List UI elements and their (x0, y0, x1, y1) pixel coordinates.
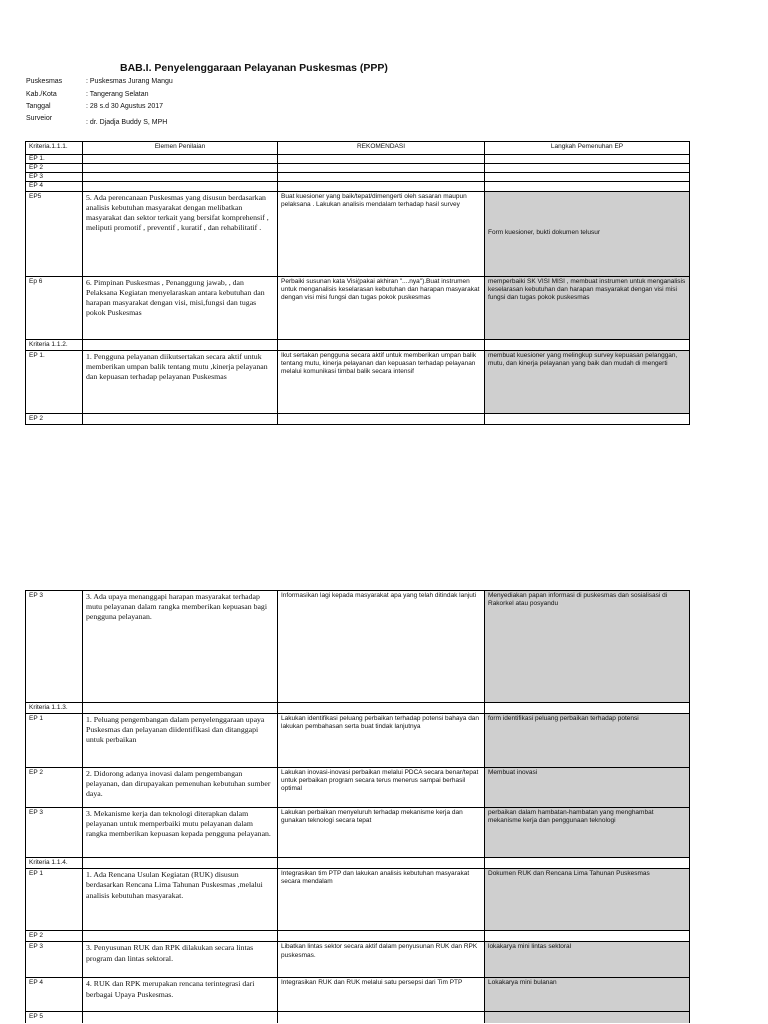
table-row: EP 1 1. Peluang pengembangan dalam penyelenggaraan upaya Puskesmas dan pelayanan diidentifikasi dan ditanggapi untuk perbaikan Lakukan identifikasi peluang perbaikan terhadap potensi bahaya dan lakukan pembahasan serta buat tindak lanjutnya form identifikasi peluang perbaikan terhadap potensi (26, 714, 690, 768)
meta-puskesmas: Puskesmas : Puskesmas Jurang Mangu (26, 78, 173, 85)
meta-surveior: Surveior: dr. Djadja Buddy S, MPH (26, 115, 168, 126)
table-row: EP 3 3. Mekanisme kerja dan teknologi diterapkan dalam pelayanan untuk memperbaiki mutu pelayanan dalam rangka memberikan kepuasan kepada pengguna pelayanan. Lakukan perbaikan menyeluruh terhadap mekanisme kerja dan gunakan teknologi secara tepat perbaikan dalam hambatan-hambatan yang menghambat mekanisme kerja dan penggunaan teknologi (26, 808, 690, 858)
header-kriteria: Kriteria.1.1.1. (26, 142, 83, 155)
table-row: EP 2 (26, 413, 690, 424)
table-row: EP 5 (26, 1012, 690, 1023)
meta-tanggal: Tanggal : 28 s.d 30 Agustus 2017 (26, 103, 164, 110)
assessment-table-part-1 (25, 141, 690, 425)
table-row: Kriteria 1.1.4. (26, 858, 690, 869)
table-row: Kriteria 1.1.2. (26, 339, 690, 350)
page-title: BAB.I. Penyelenggaraan Pelayanan Puskesmas (PPP) (120, 62, 388, 74)
header-rekomendasi: REKOMENDASI (278, 142, 485, 155)
table-row: EP5 5. Ada perencanaan Puskesmas yang disusun berdasarkan analisis kebutuhan masyarakat dengan melibatkan masyarakat dan sektor terkait yang bersifat komprehensif , meliputi promotif , preventif , kuratif , dan rehabilitatif . Buat kuesioner yang baik/tepat/dimengerti oleh sasaran maupun pelaksana . Lakukan analisis mendalam terhadap hasil survey Form kuesioner, bukti dokumen telusur (26, 191, 690, 276)
table-row: EP 1. (26, 155, 690, 164)
table-row: EP 3 3. Penyusunan RUK dan RPK dilakukan secara lintas program dan lintas sektoral. Libatkan lintas sektor secara aktif dalam penyusunan RUK dan RPK puskesmas. lokakarya mini lintas sektoral (26, 942, 690, 978)
table-header-row (26, 142, 690, 155)
table-row: EP 1. 1. Pengguna pelayanan diikutsertakan secara aktif untuk memberikan umpan balik tentang mutu ,kinerja pelayanan dan kepuasan terhadap pelayanan Puskesmas Ikut sertakan pengguna secara aktif untuk memberikan umpan balik tentang mutu, kinerja pelayanan dan kepuasan terhadap pelayanan melalui komunikasi timbal balik secara intensif membuat kuesioner yang melingkup survey kepuasan pelanggan, mutu, dan kinerja pelayanan yang baik dan mudah di mengerti (26, 350, 690, 413)
table-row: EP 4 (26, 182, 690, 191)
header-langkah: Langkah Pemenuhan EP (485, 142, 690, 155)
table-row: EP 2 2. Didorong adanya inovasi dalam pengembangan pelayanan, dan dirupayakan pemenuhan kebutuhan sumber daya. Lakukan inovasi-inovasi perbaikan melalui PDCA secara benar/tepat untuk perbaikan program secara terus menerus sampai berhasil optimal Membuat inovasi (26, 768, 690, 808)
table-row: EP 4 4. RUK dan RPK merupakan rencana terintegrasi dari berbagai Upaya Puskesmas. Integrasikan RUK dan RUK melalui satu persepsi dari Tim PTP Lokakarya mini bulanan (26, 978, 690, 1012)
table-row: EP 2 (26, 931, 690, 942)
table-row: EP 2 (26, 164, 690, 173)
meta-kabkota: Kab./Kota : Tangerang Selatan (26, 91, 149, 98)
table-row: Ep 6 6. Pimpinan Puskesmas , Penanggung jawab, , dan Pelaksana Kegiatan menyelaraskan antara kebutuhan dan harapan masyarakat dengan visi, misi,fungsi dan tugas pokok Puskesmas Perbaiki susunan kata Visi(pakai akhiran "....nya").Buat instrumen untuk menganalisis keselarasan kebutuhan dan harapan masyarakat dengan visi misi fungsi dan tugas pokok puskesmas memperbaiki SK VISI MISI , membuat instrumen untuk menganalisis keselarasan kebutuhan dan harapan masyarakat dengan visi misi fungsi dan tugas pokok puskesmas (26, 276, 690, 339)
table-row: EP 3 3. Ada upaya menanggapi harapan masyarakat terhadap mutu pelayanan dalam rangka memberikan kepuasan bagi pengguna pelayanan. Informasikan lagi kepada masyarakat apa yang telah ditindak lanjuti Menyediakan papan informasi di puskesmas dan sosialisasi di Rakorkel atau posyandu (26, 591, 690, 703)
table-row: EP 3 (26, 173, 690, 182)
assessment-table-part-2 (25, 590, 690, 1023)
table-row: EP 1 1. Ada Rencana Usulan Kegiatan (RUK) disusun berdasarkan Rencana Lima Tahunan Puskesmas ,melalui analisis kebutuhan masyarakat. Integrasikan tim PTP dan lakukan analisis kebutuhan masyarakat secara mendalam Dokumen RUK dan Rencana Lima Tahunan Puskesmas (26, 869, 690, 931)
header-elemen: Elemen Penilaian (83, 142, 278, 155)
table-row: Kriteria 1.1.3. (26, 703, 690, 714)
